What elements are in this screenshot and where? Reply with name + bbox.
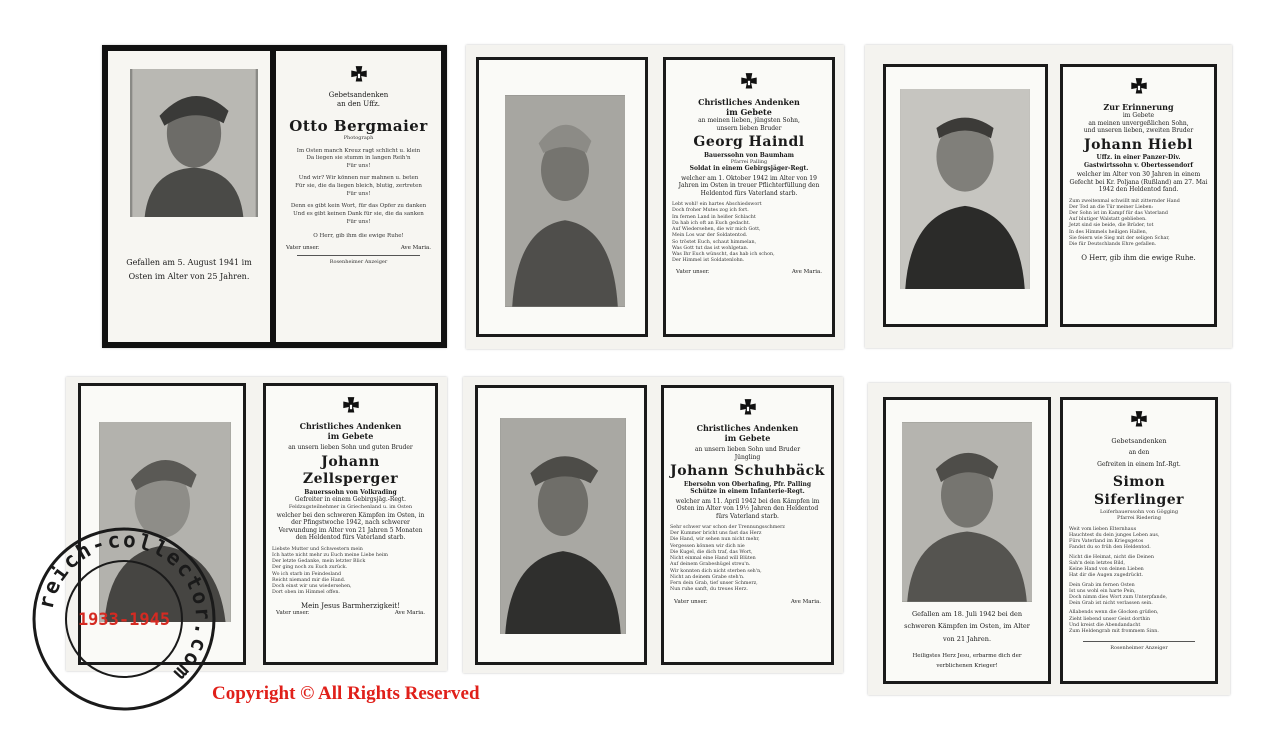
- intro-text: Christliches Andenken: [698, 97, 800, 107]
- iron-cross-icon: [348, 65, 370, 87]
- iron-cross-icon: [1128, 77, 1150, 99]
- occupation: Bauerssohn von Volkrading: [304, 488, 397, 496]
- soldier-name: Johann Schuhbäck: [670, 463, 825, 479]
- portrait-photo: [900, 89, 1030, 289]
- collector-stamp: [30, 525, 218, 713]
- campaigns: Feldzugsteilnehmer in Griechenland u. im Osten: [288, 503, 413, 510]
- iron-cross-icon: [738, 72, 760, 94]
- portrait-photo: [505, 95, 625, 307]
- dedication: an meinen unvergeßlichen Sohn,: [1088, 119, 1189, 127]
- dedication-2: Jüngling: [734, 453, 761, 461]
- sub-text: im Gebete: [1122, 112, 1155, 119]
- occupation: Photograph: [343, 135, 374, 142]
- intro-text: Gebetsandenken: [328, 91, 389, 99]
- intro-text: Zur Erinnerung: [1103, 102, 1174, 112]
- occupation: Bauerssohn von Baumham: [703, 151, 795, 159]
- sub-text: an den: [1128, 449, 1150, 457]
- poem: Weit vom lieben Elternhaus Hauchtest du dein junges Leben aus, Fürs Vaterland im Kriegsgetos Fandst du so früh den Heldentod. Nicht die Heimat, nicht die Deinen Sah'n dein letztes Bild, Keine Hand von deinen Lieben Hat dir die Augen zugedrückt. Dein Grab im fernen Osten Ist uns wohl ein harte Pein, Doch nimm dies Wort zum Unterpfande, Dein Grab ist nicht verlassen sein. Allabends wenn die Glocken grüßen, Zieht liebend unser Geist dorthin Und kreist die Abendandacht Zum Heldengrab mit frommem Sinn.: [1069, 526, 1168, 635]
- death-text: welcher im Alter von 30 Jahren in einem Gefecht bei Kr. Poljana (Rußland) am 27. Mai 1942 den Heldentod fand.: [1069, 171, 1208, 193]
- death-caption: Gefallen am 18. Juli 1942 bei den schweren Kämpfen im Osten, im Alter von 21 Jahren. Heiligstes Herz Jesu, erbarme dich der verblichenen Krieger!: [904, 610, 1030, 670]
- soldier-name: Georg Haindl: [693, 134, 805, 150]
- iron-cross-icon: [340, 396, 362, 418]
- text-panel: [1060, 64, 1217, 327]
- dedication: an unsern lieben Sohn und guten Bruder: [288, 444, 413, 451]
- poem: Liebste Mutter und Schwestern mein Ich hatte nicht mehr zu Euch meine Liebe heim Der letzte Gedanke, mein letzter Blick Der ging noch zu Euch zurück. Wo ich starb im Feindesland Reicht niemand mir die Hand. Doch einst wir uns wiedersehen, Dort oben im Himmel offen.: [272, 546, 388, 596]
- text-panel: [276, 51, 441, 342]
- portrait-photo: [130, 69, 258, 217]
- unit: Soldat in einem Gebirgsjäger-Regt.: [689, 165, 809, 173]
- sub-text: an den Uffz.: [336, 99, 381, 108]
- card-johann-schuhbaeck: [463, 377, 843, 673]
- text-panel: [263, 383, 438, 665]
- sub-text: im Gebete: [724, 433, 771, 443]
- photo-panel: [108, 51, 270, 342]
- unit: Gefreiter in einem Gebirgsjäg.-Regt.: [294, 496, 407, 503]
- sub-text: im Gebete: [327, 431, 374, 441]
- death-caption: Gefallen am 5. August 1941 im Osten im Alter von 25 Jahren.: [126, 258, 252, 281]
- portrait-photo: [500, 418, 626, 634]
- printer: Rosenheimer Anzeiger: [1110, 645, 1168, 652]
- death-text: welcher am 11. April 1942 bei den Kämpfen im Osten im Alter von 19½ Jahren den Heldentod fürs Vaterland starb.: [675, 497, 820, 520]
- unit: Uffz. in einer Panzer-Div.: [1096, 154, 1181, 161]
- card-johann-hiebl: [865, 45, 1232, 348]
- poem: Sehr schwer war schon der Trennungsschmerz Der Kummer bricht uns fast das Herz Die Hand, wir sehen nun nicht mehr, Vergessen können wir dich nie Die Kugel, die dich traf, das Wort, Nicht einmal eine Hand will Blüten Auf deinem Grabeshügel streu'n. Wir konnten dich nicht sterben seh'n, Nicht an deinem Grabe steh'n. Fern dein Grab, tief unser Schmerz, Nun ruhe sanft, du treues Herz.: [670, 525, 785, 593]
- svg-text:reich-collector.com: [34, 528, 216, 687]
- occupation: Loiferbauerssohn von Gögging: [1099, 509, 1179, 516]
- sub-text: im Gebete: [726, 107, 772, 117]
- photo-panel: [883, 397, 1051, 684]
- occupation: Gastwirtssohn v. Obertessendorf: [1083, 161, 1194, 169]
- card-georg-haindl: [466, 45, 844, 349]
- occupation: Ebersohn von Oberhafing, Pfr. Palling: [683, 480, 812, 488]
- stamp-text: reich-collector.com: [33, 527, 216, 687]
- closing-prayer: O Herr, gib ihm die ewige Ruhe.: [1081, 254, 1196, 263]
- poem: Im Osten manch Kreuz ragt schlicht u. klein Da liegen sie stumm in langen Reih'n Für uns! Und wir? Wir können nur mahnen u. beten Für sie, die da liegen bleich, blutig, zertreten Für uns! Denn es gibt kein Wort, für das Opfer zu danken Und es gibt keinen Dank für sie, die da sanken Für uns! O Herr, gib ihm die ewige Ruhe!: [290, 147, 427, 240]
- closing-prayer: Mein Jesus Barmherzigkeit!: [300, 601, 401, 610]
- stamp-years: 1933-1945: [77, 610, 171, 630]
- text-panel: [661, 385, 834, 665]
- soldier-name: Johann Hiebl: [1083, 136, 1193, 153]
- dedication: Gefreiten in einem Inf.-Rgt.: [1097, 460, 1181, 468]
- prayer-line: Vater unser. Ave Maria.: [676, 268, 822, 275]
- dedication-2: unsern lieben Bruder: [716, 124, 782, 132]
- copyright-notice: Copyright © All Rights Reserved: [212, 683, 480, 704]
- iron-cross-icon: [737, 398, 759, 420]
- photo-panel: [476, 57, 648, 337]
- prayer-line: Vater unser. Ave Maria.: [674, 598, 821, 605]
- intro-text: Christliches Andenken: [696, 423, 799, 433]
- death-text: welcher bei den schweren Kämpfen im Osten, in der Pfingstwoche 1942, nach schwerer Verwundung im Alter von 21 Jahren 5 Monaten den Heldentod fürs Vaterland starb.: [276, 511, 425, 542]
- soldier-name: Simon Siferlinger: [1093, 474, 1185, 508]
- iron-cross-icon: [1128, 410, 1150, 432]
- poem: Zum zweitenmal schwillt mit zitternder Hand Der Tod an die Tür meiner Lieben: Der Sohn ist im Kampf für das Vaterland Auf blutiger Walstatt geblieben. Jetzt sind sie beide, die Brüder, tot In des Himmels heiligen Hallen, Sie feiern wie Sieg mit der seligen Schar, Die für Deutschlands Ehre gefallen.: [1069, 198, 1180, 248]
- text-panel: [663, 57, 835, 337]
- intro-text: Christliches Andenken: [299, 421, 402, 431]
- portrait-photo: [902, 422, 1032, 602]
- soldier-name: Otto Bergmaier: [289, 116, 428, 135]
- photo-panel: [883, 64, 1048, 327]
- death-text: welcher am 1. Oktober 1942 im Alter von 19 Jahren im Osten in treuer Pflichterfüllung den Heldentod fürs Vaterland starb.: [678, 174, 820, 197]
- unit: Schütze in einem Infanterie-Regt.: [690, 488, 805, 495]
- parish: Pfarrei Palling: [730, 159, 768, 165]
- dedication-2: und unseren lieben, zweiten Bruder: [1083, 127, 1194, 134]
- intro-text: Gebetsandenken: [1111, 437, 1167, 445]
- dedication: an unsern lieben Sohn und Bruder: [694, 446, 801, 453]
- prayer-line: Vater unser. Ave Maria.: [276, 610, 425, 617]
- dedication: an meinen lieben, jüngsten Sohn,: [698, 117, 800, 124]
- card-otto-bergmaier: [102, 45, 447, 348]
- poem: Lebt wohl! ein hartes Abschiedswort Doch froher Mutes zog ich fort. Im fernen Land in heißer Schlacht Da hab ich oft an Euch gedacht. Auf Wiedersehen, die wir mich Gott, Mein Los war der Soldatentod. So tröstet Euch, schaut himmelan, Was Gott tut das ist wohlgetan. Was Ihr Euch wünscht, das hab ich schon, Der Himmel ist Soldatenlohn.: [672, 202, 775, 264]
- printer: Rosenheimer Anzeiger: [329, 259, 388, 266]
- prayer-line: Vater unser. Ave Maria.: [286, 245, 431, 252]
- photo-panel: [475, 385, 647, 665]
- parish: Pfarrei Riedering: [1116, 515, 1162, 522]
- card-simon-siferlinger: [868, 383, 1230, 695]
- soldier-name: Johann Zellsperger: [302, 453, 399, 487]
- text-panel: [1060, 397, 1218, 684]
